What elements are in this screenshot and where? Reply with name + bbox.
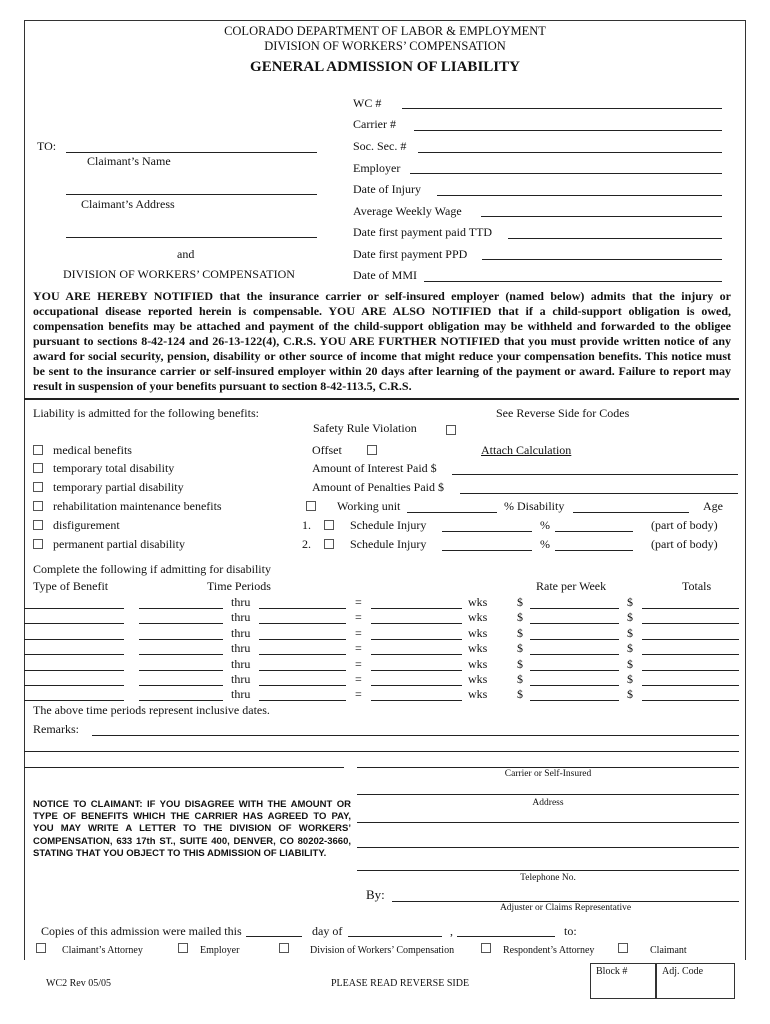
and-label: and: [177, 247, 195, 261]
total-field-2[interactable]: [642, 623, 739, 624]
first-ttd-field[interactable]: [508, 238, 722, 239]
to-label: TO:: [37, 139, 57, 153]
recipient-division: Division of Workers’ Compensation: [310, 945, 455, 956]
benefit-type-field-6[interactable]: [24, 685, 124, 686]
rate-field-4[interactable]: [530, 654, 619, 655]
working-unit-field[interactable]: [407, 512, 497, 513]
address-label: Address: [532, 798, 564, 808]
period-to-field-5[interactable]: [259, 670, 346, 671]
schedule-2-checkbox[interactable]: [324, 539, 334, 549]
period-from-field-1[interactable]: [139, 608, 223, 609]
remarks-label: Remarks:: [33, 722, 79, 736]
adj-code-label: Adj. Code: [662, 966, 704, 977]
rate-dollar-sign-2: $: [517, 610, 523, 624]
section-divider: [24, 398, 739, 400]
mailed-month-field[interactable]: [348, 936, 442, 937]
penalties-field[interactable]: [460, 493, 738, 494]
schedule-2-label: Schedule Injury: [350, 537, 427, 551]
total-dollar-sign-3: $: [627, 626, 633, 640]
schedule-1-field[interactable]: [442, 531, 532, 532]
ssn-field[interactable]: [418, 152, 722, 153]
carrier-number-label: Carrier #: [353, 117, 396, 131]
employer-field[interactable]: [410, 173, 722, 174]
carrier-field[interactable]: [357, 794, 739, 795]
recipient-claimants-attorney: Claimant’s Attorney: [62, 945, 143, 956]
recipient-employer: Employer: [200, 945, 240, 956]
benefit-type-field-1[interactable]: [24, 608, 124, 609]
period-to-field-4[interactable]: [259, 654, 346, 655]
schedule-1-label: Schedule Injury: [350, 518, 427, 532]
claimant-address-label: Claimant’s Address: [81, 197, 175, 211]
remarks-field-1[interactable]: [92, 735, 739, 736]
avg-weekly-wage-field[interactable]: [481, 216, 722, 217]
col-type-of-benefit: Type of Benefit: [33, 579, 109, 593]
first-ppd-label: Date first payment PPD: [353, 247, 468, 261]
employer-label: Employer: [353, 161, 401, 175]
medical-checkbox[interactable]: [33, 445, 43, 455]
benefit-type-field-3[interactable]: [24, 639, 124, 640]
adjuster-label: Adjuster or Claims Representative: [499, 903, 632, 913]
rate-dollar-sign-6: $: [517, 672, 523, 686]
total-field-4[interactable]: [642, 654, 739, 655]
benefit-type-field-7[interactable]: [24, 700, 124, 701]
equals-sign-5: =: [355, 657, 362, 671]
mailed-year-field[interactable]: [457, 936, 555, 937]
remarks-field-4[interactable]: [357, 767, 739, 768]
wks-label-6: wks: [468, 672, 488, 686]
complete-disability-label: Complete the following if admitting for disability: [33, 562, 271, 576]
wc-number-field[interactable]: [402, 108, 722, 109]
see-reverse-label: See Reverse Side for Codes: [496, 406, 630, 420]
telephone-field[interactable]: [357, 870, 739, 871]
claimant-checkbox[interactable]: [618, 943, 628, 953]
notification-paragraph: YOU ARE HEREBY NOTIFIED that the insurance carrier or self-insured employer (named below) admits that the injury or occupational disease reported herein is compensable. YOU ARE ALSO NOTIFIED that if a child-support obligation is owed, compensation benefits may be attached and payment of the child-support obligation may be withheld and forwarded to the obligee pursuant to sections 8-42-124 and 26-13-122(4), C.R.S. YOU ARE FURTHER NOTIFIED that you must provide written notice of any award for social security, pension, disability or other source of income that might reduce your compensation benefits. This notice must be sent to the insurance carrier or self-insured employer within 20 days after learning of the payment or award. Failure to report may result in suspension of your benefits pursuant to section 8-42-113.5, C.R.S.: [33, 289, 731, 393]
rate-field-2[interactable]: [530, 623, 619, 624]
schedule-2-field[interactable]: [442, 550, 532, 551]
period-to-field-3[interactable]: [259, 639, 346, 640]
ssn-label: Soc. Sec. #: [353, 139, 407, 153]
rate-field-5[interactable]: [530, 670, 619, 671]
benefits-intro: Liability is admitted for the following benefits:: [33, 406, 259, 420]
period-to-field-7[interactable]: [259, 700, 346, 701]
schedule-2-pct: %: [540, 537, 550, 551]
avg-weekly-wage-label: Average Weekly Wage: [353, 204, 462, 218]
col-rate-per-week: Rate per Week: [536, 579, 607, 593]
recipient-respondents-attorney: Respondent’s Attorney: [503, 945, 595, 956]
mmi-label: Date of MMI: [353, 268, 417, 282]
thru-label-3: thru: [231, 626, 251, 640]
weeks-field-4[interactable]: [371, 654, 462, 655]
weeks-field-5[interactable]: [371, 670, 462, 671]
page-title: GENERAL ADMISSION OF LIABILITY: [250, 59, 520, 75]
safety-rule-checkbox[interactable]: [446, 425, 456, 435]
employer-checkbox[interactable]: [178, 943, 188, 953]
period-from-field-2[interactable]: [139, 623, 223, 624]
respondents-attorney-checkbox[interactable]: [481, 943, 491, 953]
weeks-field-1[interactable]: [371, 608, 462, 609]
schedule-2-number: 2.: [302, 537, 311, 551]
total-dollar-sign-6: $: [627, 672, 633, 686]
period-to-field-2[interactable]: [259, 623, 346, 624]
rate-dollar-sign-5: $: [517, 657, 523, 671]
carrier-label: Carrier or Self-Insured: [504, 769, 592, 779]
benefit-disfigurement: disfigurement: [53, 518, 120, 532]
equals-sign-4: =: [355, 641, 362, 655]
total-field-6[interactable]: [642, 685, 739, 686]
disfigurement-checkbox[interactable]: [33, 520, 43, 530]
offset-label: Offset: [312, 443, 342, 457]
total-field-7[interactable]: [642, 700, 739, 701]
block-number-label: Block #: [596, 966, 628, 977]
schedule-1-pct-field[interactable]: [555, 531, 633, 532]
remarks-field-2[interactable]: [24, 751, 739, 752]
schedule-1-checkbox[interactable]: [324, 520, 334, 530]
rate-field-7[interactable]: [530, 700, 619, 701]
frame-right-border: [745, 20, 746, 960]
adjuster-signature-field[interactable]: [392, 901, 739, 902]
schedule-2-pct-field[interactable]: [555, 550, 633, 551]
weeks-field-6[interactable]: [371, 685, 462, 686]
mailed-comma: ,: [450, 924, 453, 938]
mailed-to-label: to:: [564, 924, 577, 938]
schedule-1-body-part: (part of body): [651, 518, 718, 532]
address-field-2[interactable]: [357, 847, 739, 848]
schedule-2-body-part: (part of body): [651, 537, 718, 551]
total-dollar-sign-7: $: [627, 687, 633, 701]
rate-dollar-sign-4: $: [517, 641, 523, 655]
claimant-address-field-1[interactable]: [66, 194, 317, 195]
equals-sign-2: =: [355, 610, 362, 624]
day-of-label: day of: [312, 924, 343, 938]
agency-name: COLORADO DEPARTMENT OF LABOR & EMPLOYMENT: [224, 24, 546, 38]
benefit-rehab: rehabilitation maintenance benefits: [53, 499, 222, 513]
total-dollar-sign-4: $: [627, 641, 633, 655]
total-dollar-sign-1: $: [627, 595, 633, 609]
claimant-notice: NOTICE TO CLAIMANT: IF YOU DISAGREE WITH THE AMOUNT OR TYPE OF BENEFITS WHICH THE CARRIER HAS AGREED TO PAY, YOU MAY WRITE A LETTER TO THE DIVISION OF WORKERS’ COMPENSATION, 633 17th ST., SUITE 400, DENVER, CO 80202-3660, STATING THAT YOU OBJECT TO THIS ADMISSION OF LIABILITY.: [33, 799, 351, 859]
period-to-field-6[interactable]: [259, 685, 346, 686]
period-from-field-7[interactable]: [139, 700, 223, 701]
working-unit-checkbox[interactable]: [306, 501, 316, 511]
claimant-address-field-2[interactable]: [66, 237, 317, 238]
pct-disability-label: % Disability: [504, 499, 565, 513]
period-from-field-4[interactable]: [139, 654, 223, 655]
wks-label-1: wks: [468, 595, 488, 609]
ttd-checkbox[interactable]: [33, 463, 43, 473]
total-dollar-sign-5: $: [627, 657, 633, 671]
claimant-name-label: Claimant’s Name: [87, 154, 171, 168]
period-from-field-5[interactable]: [139, 670, 223, 671]
form-revision: WC2 Rev 05/05: [46, 978, 111, 989]
period-to-field-1[interactable]: [259, 608, 346, 609]
division-recipient-label: DIVISION OF WORKERS’ COMPENSATION: [63, 267, 295, 281]
interest-field[interactable]: [452, 474, 738, 475]
benefit-type-field-5[interactable]: [24, 670, 124, 671]
thru-label-6: thru: [231, 672, 251, 686]
total-dollar-sign-2: $: [627, 610, 633, 624]
rehab-checkbox[interactable]: [33, 501, 43, 511]
equals-sign-1: =: [355, 595, 362, 609]
weeks-field-7[interactable]: [371, 700, 462, 701]
safety-rule-label: Safety Rule Violation: [313, 421, 417, 435]
weeks-field-2[interactable]: [371, 623, 462, 624]
equals-sign-3: =: [355, 626, 362, 640]
total-field-1[interactable]: [642, 608, 739, 609]
first-ppd-field[interactable]: [482, 259, 722, 260]
claimant-name-field[interactable]: [66, 152, 317, 153]
thru-label-5: thru: [231, 657, 251, 671]
frame-left-border: [24, 20, 25, 960]
offset-checkbox[interactable]: [367, 445, 377, 455]
total-field-5[interactable]: [642, 670, 739, 671]
rate-dollar-sign-1: $: [517, 595, 523, 609]
first-ttd-label: Date first payment paid TTD: [353, 225, 493, 239]
pct-disability-field[interactable]: [573, 512, 689, 513]
division-name: DIVISION OF WORKERS’ COMPENSATION: [264, 39, 506, 53]
read-reverse-note: PLEASE READ REVERSE SIDE: [331, 978, 470, 989]
attach-calculation-link[interactable]: Attach Calculation: [481, 443, 572, 457]
wks-label-4: wks: [468, 641, 488, 655]
total-field-3[interactable]: [642, 639, 739, 640]
remarks-field-3[interactable]: [24, 767, 344, 768]
copies-mailed-label: Copies of this admission were mailed this: [41, 924, 242, 938]
thru-label-7: thru: [231, 687, 251, 701]
benefit-type-field-4[interactable]: [24, 654, 124, 655]
period-from-field-3[interactable]: [139, 639, 223, 640]
schedule-1-pct: %: [540, 518, 550, 532]
wks-label-3: wks: [468, 626, 488, 640]
inclusive-dates-note: The above time periods represent inclusive dates.: [33, 703, 270, 717]
thru-label-1: thru: [231, 595, 251, 609]
wks-label-2: wks: [468, 610, 488, 624]
schedule-1-number: 1.: [302, 518, 311, 532]
benefit-medical: medical benefits: [53, 443, 132, 457]
wks-label-5: wks: [468, 657, 488, 671]
benefit-ppd: permanent partial disability: [53, 537, 185, 551]
mmi-field[interactable]: [424, 281, 722, 282]
working-unit-label: Working unit: [337, 499, 401, 513]
wc-number-label: WC #: [353, 96, 382, 110]
division-checkbox[interactable]: [279, 943, 289, 953]
date-of-injury-label: Date of Injury: [353, 182, 421, 196]
mailed-day-field[interactable]: [246, 936, 302, 937]
claimants-attorney-checkbox[interactable]: [36, 943, 46, 953]
penalties-label: Amount of Penalties Paid $: [312, 480, 444, 494]
thru-label-2: thru: [231, 610, 251, 624]
ppd-checkbox[interactable]: [33, 539, 43, 549]
equals-sign-6: =: [355, 672, 362, 686]
rate-field-1[interactable]: [530, 608, 619, 609]
carrier-number-field[interactable]: [414, 130, 722, 131]
col-time-periods: Time Periods: [207, 579, 271, 593]
interest-label: Amount of Interest Paid $: [312, 461, 437, 475]
weeks-field-3[interactable]: [371, 639, 462, 640]
tpd-checkbox[interactable]: [33, 482, 43, 492]
equals-sign-7: =: [355, 687, 362, 701]
rate-dollar-sign-7: $: [517, 687, 523, 701]
rate-field-3[interactable]: [530, 639, 619, 640]
benefit-ttd: temporary total disability: [53, 461, 175, 475]
telephone-label: Telephone No.: [520, 873, 576, 883]
benefit-type-field-2[interactable]: [24, 623, 124, 624]
address-field-1[interactable]: [357, 822, 739, 823]
wks-label-7: wks: [468, 687, 488, 701]
col-totals: Totals: [682, 579, 712, 593]
benefit-tpd: temporary partial disability: [53, 480, 184, 494]
rate-dollar-sign-3: $: [517, 626, 523, 640]
by-label: By:: [366, 887, 385, 902]
thru-label-4: thru: [231, 641, 251, 655]
rate-field-6[interactable]: [530, 685, 619, 686]
date-of-injury-field[interactable]: [437, 195, 722, 196]
frame-top-border: [24, 20, 745, 21]
recipient-claimant: Claimant: [650, 945, 687, 956]
age-label: Age: [703, 499, 723, 513]
period-from-field-6[interactable]: [139, 685, 223, 686]
